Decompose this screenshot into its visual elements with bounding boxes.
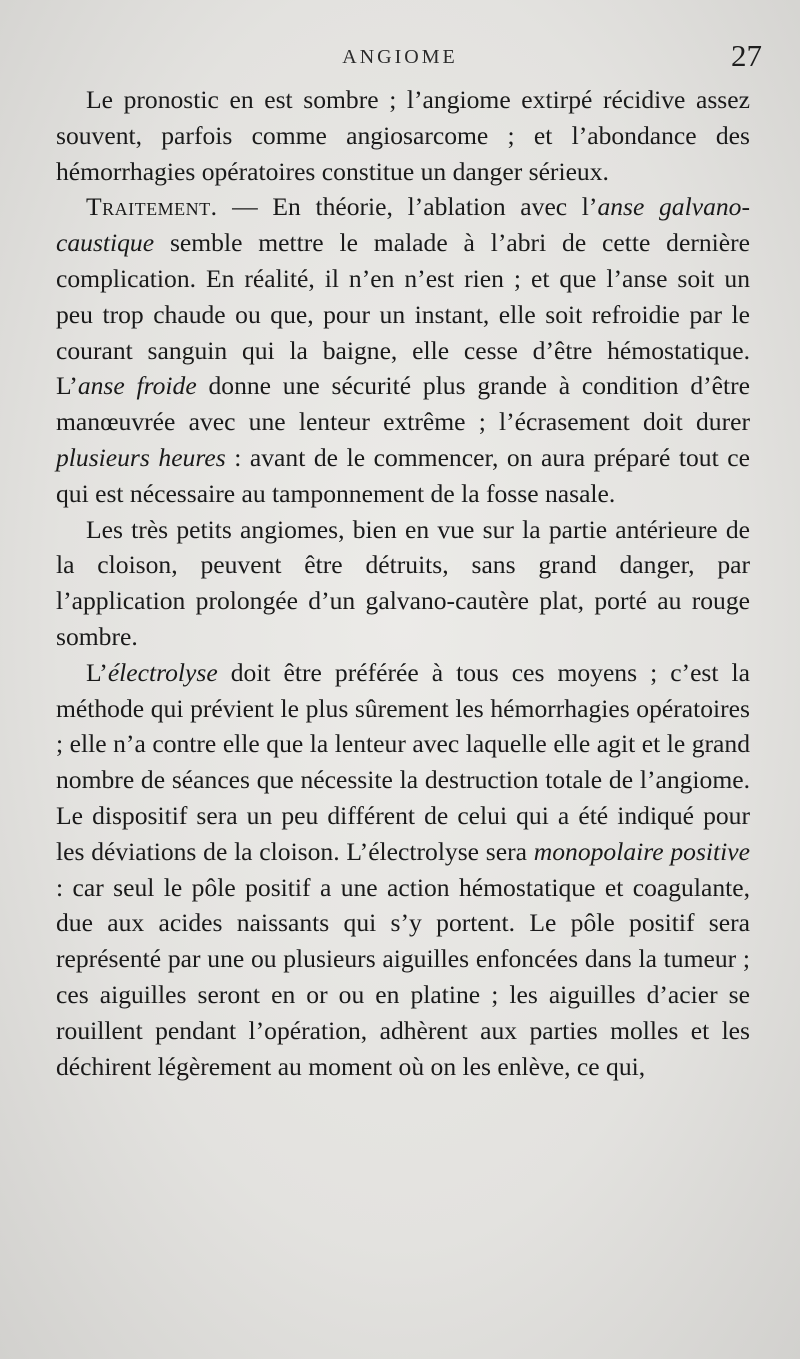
section-heading: Traitement. (86, 192, 218, 222)
text-segment: — En théorie, l’ablation avec l’ (217, 192, 598, 222)
paragraph (56, 512, 750, 655)
text-segment: : car seul le pôle positif a une action hémostatique et coagulante, due aux acides naissants qui s’y portent. Le pôle positif sera représenté par une ou plusieurs aiguilles enfoncées dans la tumeur ; ces aiguilles seront en or ou en platine ; les aiguilles d’acier se rouillent pendant l’opération, adhèrent aux parties molles et les déchirent légèrement au moment où on les enlève, ce qui, (56, 872, 750, 1081)
page-number: 27 (731, 38, 762, 73)
italic-text: anse froide (77, 371, 197, 401)
italic-text: électrolyse (107, 657, 218, 687)
italic-text: monopolaire positive (533, 836, 750, 866)
italic-text: plusieurs heures (56, 442, 226, 472)
text-segment: donne une sécurité plus grande à condition d’être manœuvrée avec une lenteur extrême ; l’écrasement doit durer (56, 371, 751, 437)
text-segment: L’ (86, 657, 108, 687)
text-segment: Les très petits angiomes, bien en vue sur la partie antérieure de la cloison, peuvent être détruits, sans grand danger, par l’application prolongée d’un galvano-cautère plat, porté au rouge sombre. (56, 514, 750, 651)
text-segment: Le pronostic en est sombre ; l’angiome extirpé récidive assez souvent, parfois comme angiosarcome ; et l’abondance des hémorrhagies opératoires constitue un danger sérieux. (56, 85, 750, 186)
paragraph (56, 82, 750, 189)
body-text (56, 82, 750, 1084)
paragraph (56, 189, 750, 511)
text-segment: semble mettre le malade à l’abri de cette dernière complication. En réalité, il n’en n’est rien ; et que l’anse soit un peu trop chaude ou que, pour un instant, elle soit refroidie par le courant sanguin qui la baigne, elle cesse d’être hémostatique. L’ (56, 228, 750, 401)
paragraph (56, 655, 750, 1085)
text-segment: : avant de le commencer, on aura préparé tout ce qui est nécessaire au tamponnement de la fosse nasale. (56, 442, 750, 508)
running-head-title: ANGIOME (342, 46, 458, 68)
running-head (0, 38, 800, 78)
text-segment: doit être préférée à tous ces moyens ; c’est la méthode qui prévient le plus sûrement les hémorrhagies opératoires ; elle n’a contre elle que la lenteur avec laquelle elle agit et le grand nombre de séances que nécessite la destruction totale de l’angiome. Le dispositif sera un peu différent de celui qui a été indiqué pour les déviations de la cloison. L’électrolyse sera (56, 657, 750, 866)
italic-text: anse galvano-caustique (56, 192, 750, 258)
